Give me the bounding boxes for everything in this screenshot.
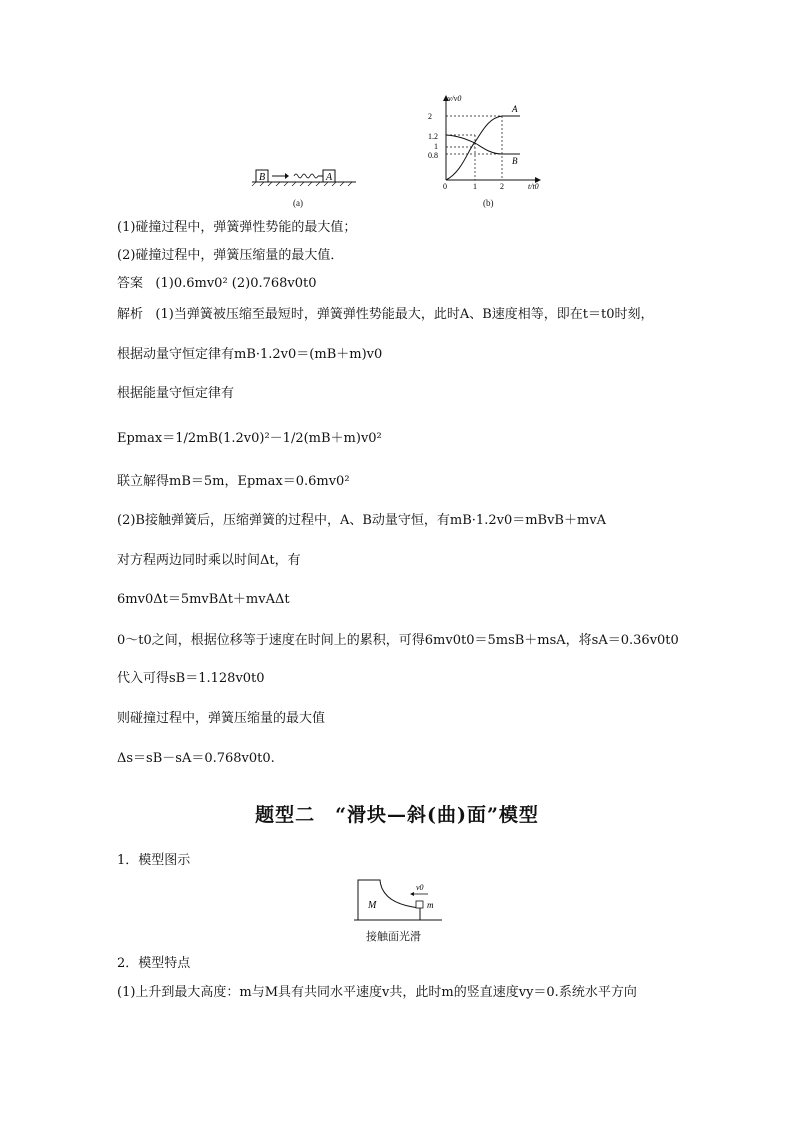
solution-line-1 <box>117 306 654 324</box>
solution-label: 解析 <box>117 307 144 322</box>
section-title: 题型二 “滑块—斜(曲)面”模型 <box>255 804 539 826</box>
slide-model-figure <box>350 872 450 932</box>
svg-text:0: 0 <box>443 182 447 191</box>
item-2-heading: 2．模型特点 <box>117 956 191 971</box>
answer-label: 答案 <box>117 276 144 291</box>
svg-text:1: 1 <box>434 142 438 151</box>
question-1: (1)碰撞过程中，弹簧弹性势能的最大值； <box>117 220 357 235</box>
point-1: (1)上升到最大高度：m与M具有共同水平速度v共，此时m的竖直速度vy＝0.系统水平方向 <box>117 985 637 1000</box>
solution-line-12: Δs＝sB－sA＝0.768v0t0. <box>117 751 275 766</box>
svg-text:v0: v0 <box>416 883 424 892</box>
svg-text:v/v0: v/v0 <box>448 94 462 103</box>
solution-line-5: 联立解得mB＝5m，Epmax＝0.6mv0² <box>117 474 350 489</box>
svg-text:2: 2 <box>428 112 432 121</box>
svg-text:M: M <box>368 900 377 911</box>
answer-text: (1)0.6mv0² (2)0.768v0t0 <box>155 276 317 291</box>
solution-line-2: 根据动量守恒定律有mB·1.2v0＝(mB＋m)v0 <box>117 347 383 362</box>
svg-text:B: B <box>512 156 518 166</box>
answer-line <box>117 275 317 293</box>
solution-line-4: Epmax＝1/2mB(1.2v0)²－1/2(mB＋m)v0² <box>117 431 382 446</box>
solution-text-1: (1)当弹簧被压缩至最短时，弹簧弹性势能最大，此时A、B速度相等，即在t＝t0时刻， <box>155 307 654 322</box>
svg-text:A: A <box>512 104 518 114</box>
solution-line-8: 6mv0Δt＝5mvBΔt＋mvAΔt <box>117 592 290 607</box>
curve-b <box>446 135 520 154</box>
small-block-m <box>416 901 423 908</box>
svg-text:t/t0: t/t0 <box>528 182 539 191</box>
svg-text:m: m <box>427 900 434 910</box>
svg-text:B: B <box>259 172 266 183</box>
slide-figure-caption: 接触面光滑 <box>366 930 421 943</box>
solution-line-7: 对方程两边同时乘以时间Δt，有 <box>117 553 301 568</box>
figure-a <box>250 165 360 210</box>
figure-a-caption: (a) <box>293 198 303 208</box>
figure-b-caption: (b) <box>483 198 494 208</box>
solution-line-6: (2)B接触弹簧后，压缩弹簧的过程中，A、B动量守恒，有mB·1.2v0＝mBvB＋mvA <box>117 513 607 528</box>
figure-b-graph <box>420 92 550 202</box>
question-2: (2)碰撞过程中，弹簧压缩量的最大值． <box>117 248 344 263</box>
solution-line-11: 则碰撞过程中，弹簧压缩量的最大值 <box>117 711 326 726</box>
item-1-heading: 1．模型图示 <box>117 853 191 868</box>
svg-text:0.8: 0.8 <box>428 151 438 160</box>
solution-line-9: 0～t0之间，根据位移等于速度在时间上的累积，可得6mv0t0＝5msB＋msA，将sA＝0.36v0t0 <box>117 633 679 648</box>
svg-text:1: 1 <box>473 182 477 191</box>
svg-text:1.2: 1.2 <box>428 132 438 141</box>
solution-line-3: 根据能量守恒定律有 <box>117 386 235 401</box>
svg-text:A: A <box>326 172 333 183</box>
svg-text:2: 2 <box>500 182 504 191</box>
solution-line-10: 代入可得sB＝1.128v0t0 <box>117 671 265 686</box>
